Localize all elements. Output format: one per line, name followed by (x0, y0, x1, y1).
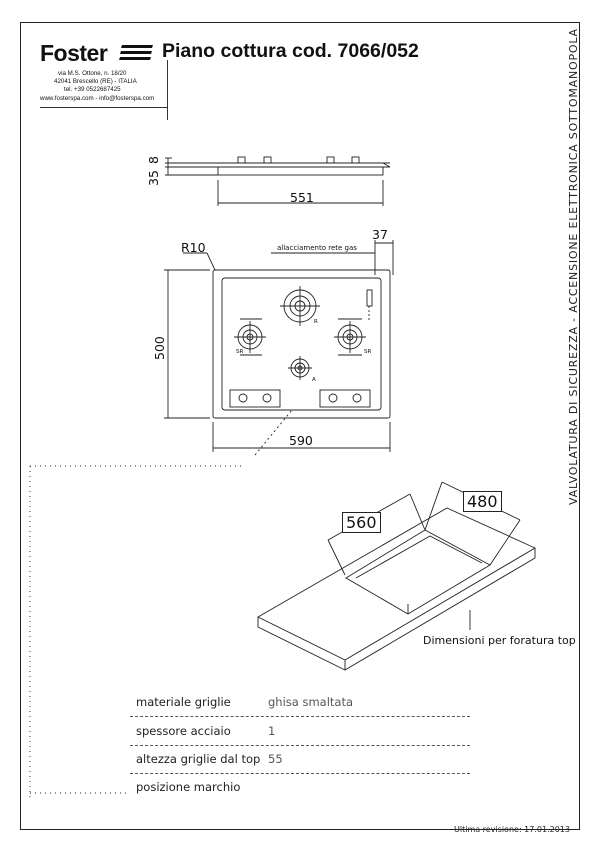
spec-value-grate-height: 55 (268, 752, 283, 766)
spec-divider (130, 716, 470, 717)
spec-divider (130, 773, 470, 774)
spec-value-grate-material: ghisa smaltata (268, 695, 354, 709)
hob-depth-dimension: 500 (152, 336, 167, 360)
burner-label-rapid: R (314, 319, 318, 325)
address-street: via M.S. Ottone, n. 18/20 (58, 70, 127, 77)
side-note: VALVOLATURA DI SICUREZZA - ACCENSIONE ELETTRONICA SOTTOMANOPOLA (567, 28, 580, 505)
cutout-caption: Dimensioni per foratura top (423, 634, 576, 647)
side-view (165, 157, 390, 206)
side-top-dimension: 8 (146, 156, 161, 164)
side-width-dimension: 551 (290, 190, 314, 205)
spec-divider (130, 745, 470, 746)
corner-radius-label: R10 (181, 240, 206, 255)
burner-label-aux: A (312, 377, 316, 383)
address-phone: tel. +39 0522687425 (64, 86, 121, 93)
spec-label-grate-height: altezza griglie dal top (136, 752, 261, 766)
top-view (164, 240, 393, 455)
gas-connection-label: allacciamento rete gas (277, 244, 357, 252)
cutout-width-dimension: 560 (342, 512, 381, 533)
revision-date: Ultima revisione: 17.01.2013 (454, 825, 570, 834)
brand-logo: Foster (40, 40, 108, 66)
address-web: www.fosterspa.com - info@fosterspa.com (40, 95, 155, 102)
spec-value-steel-thickness: 1 (268, 724, 276, 738)
spec-label-grate-material: materiale griglie (136, 695, 231, 709)
spec-label-steel-thickness: spessore acciaio (136, 724, 231, 738)
side-body-dimension: 35 (146, 170, 161, 186)
address-city: 42041 Brescello (RE) - ITALIA (54, 78, 137, 85)
burner-label-right: SR (364, 349, 372, 355)
spec-label-brand-position: posizione marchio (136, 780, 241, 794)
page-title: Piano cottura cod. 7066/052 (162, 40, 419, 62)
hob-width-dimension: 590 (289, 433, 313, 448)
gas-offset-dimension: 37 (372, 227, 388, 242)
burner-label-left: SR (236, 349, 244, 355)
cutout-depth-dimension: 480 (463, 491, 502, 512)
